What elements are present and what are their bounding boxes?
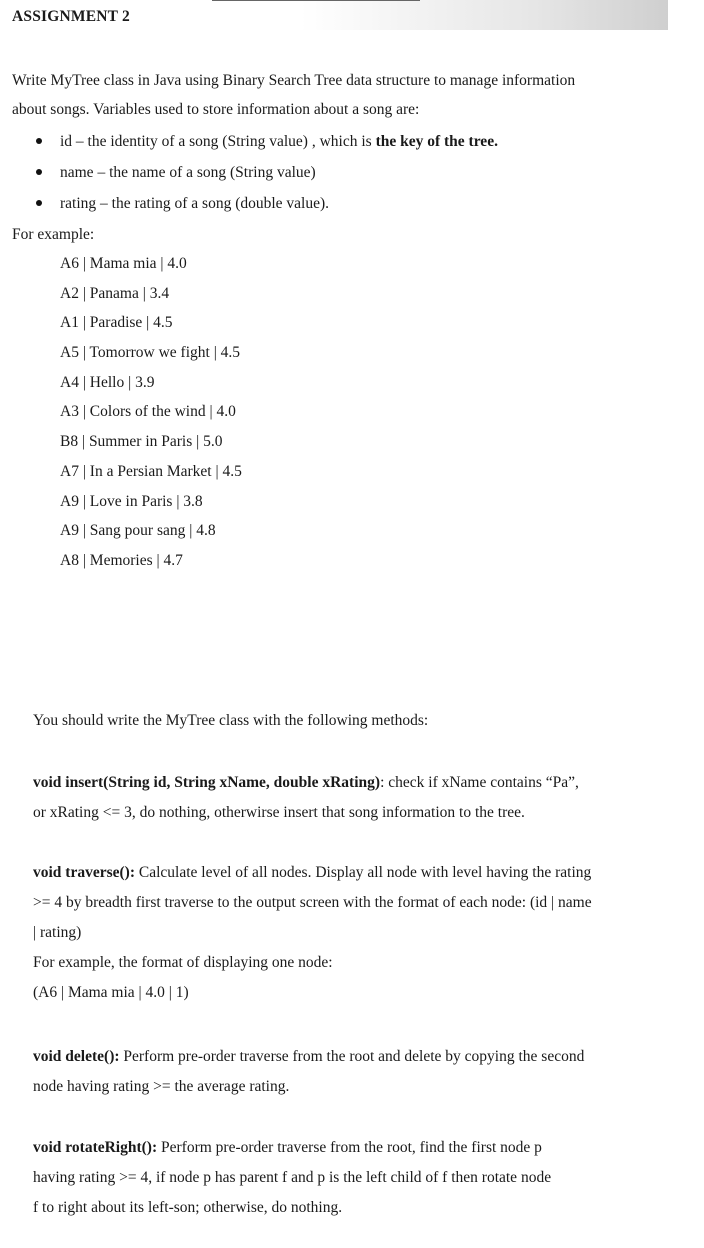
intro-line-2: about songs. Variables used to store information about a song are: — [12, 101, 420, 118]
delete-method — [33, 1042, 663, 1102]
bullet-icon — [36, 169, 42, 175]
traverse-desc-2: >= 4 by breadth first traverse to the output screen with the format of each node: (id | name — [33, 894, 592, 911]
example-item: A3 | Colors of the wind | 4.0 — [60, 403, 236, 421]
traverse-desc-5: (A6 | Mama mia | 4.0 | 1) — [33, 984, 189, 1001]
example-item: A9 | Sang pour sang | 4.8 — [60, 522, 216, 540]
delete-desc-2: node having rating >= the average rating. — [33, 1078, 290, 1095]
traverse-desc-1: Calculate level of all nodes. Display all node with level having the rating — [135, 864, 592, 881]
example-item: A7 | In a Persian Market | 4.5 — [60, 462, 242, 480]
rotate-signature: void rotateRight(): — [33, 1139, 158, 1156]
example-item: A6 | Mama mia | 4.0 — [60, 255, 187, 272]
variable-text: id – the identity of a song (String value) , which is — [60, 133, 376, 150]
variable-text: rating – the rating of a song (double value). — [60, 195, 330, 212]
example-item: A9 | Love in Paris | 3.8 — [60, 492, 203, 510]
insert-method — [33, 768, 663, 828]
example-item: A8 | Memories | 4.7 — [60, 551, 183, 569]
example-item: A5 | Tomorrow we fight | 4.5 — [60, 344, 241, 362]
variable-item-rating — [32, 190, 498, 221]
traverse-signature: void traverse(): — [33, 864, 135, 881]
for-example-label: For example: — [12, 226, 95, 243]
example-item: A4 | Hello | 3.9 — [60, 373, 155, 391]
variable-bold-text: the key of the tree. — [375, 133, 498, 150]
variable-list — [32, 128, 498, 221]
traverse-desc-4: For example, the format of displaying one node: — [33, 954, 333, 971]
intro-line-1: Write MyTree class in Java using Binary Search Tree data structure to manage information — [12, 72, 576, 89]
example-item: A1 | Paradise | 4.5 — [60, 314, 173, 332]
rotate-method — [33, 1133, 663, 1223]
insert-signature: void insert(String id, String xName, double xRating) — [33, 774, 381, 791]
example-item: B8 | Summer in Paris | 5.0 — [60, 433, 223, 451]
bullet-icon — [36, 200, 42, 206]
rotate-desc-1: Perform pre-order traverse from the root, find the first node p — [157, 1139, 542, 1156]
rotate-desc-3: f to right about its left-son; otherwise, do nothing. — [33, 1199, 343, 1216]
example-list — [60, 250, 242, 577]
traverse-method — [33, 858, 663, 1008]
variable-item-id — [32, 128, 498, 159]
delete-signature: void delete(): — [33, 1048, 120, 1065]
intro-paragraph — [12, 66, 662, 124]
methods-intro: You should write the MyTree class with the following methods: — [33, 712, 429, 729]
bullet-icon — [36, 138, 42, 144]
assignment-title: ASSIGNMENT 2 — [12, 8, 130, 25]
variable-item-name — [32, 159, 498, 190]
rotate-desc-2: having rating >= 4, if node p has parent f and p is the left child of f then rotate node — [33, 1169, 552, 1186]
example-item: A2 | Panama | 3.4 — [60, 284, 170, 302]
header-rule — [212, 0, 420, 1]
delete-desc-1: Perform pre-order traverse from the root and delete by copying the second — [119, 1048, 585, 1065]
insert-desc-1: : check if xName contains “Pa”, — [380, 774, 579, 791]
variable-text: name – the name of a song (String value) — [60, 164, 316, 181]
insert-desc-2: or xRating <= 3, do nothing, otherwirse insert that song information to the tree. — [33, 804, 525, 821]
traverse-desc-3: | rating) — [33, 924, 82, 941]
